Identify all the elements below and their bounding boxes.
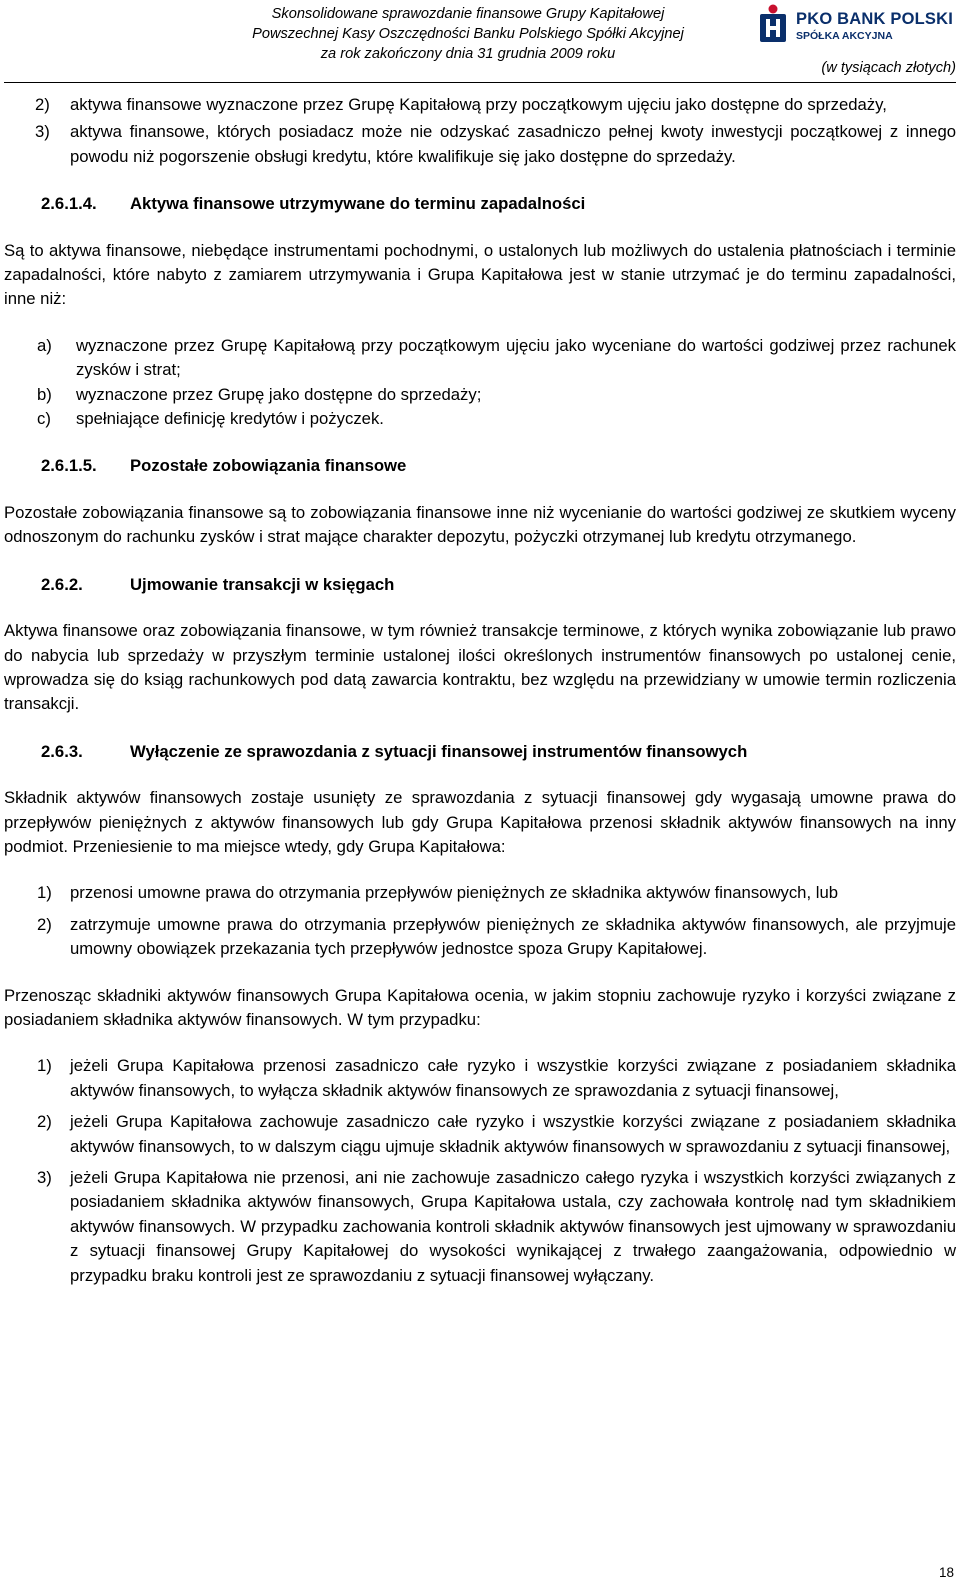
section-number: 2.6.1.4. <box>41 194 97 214</box>
section-heading <box>4 192 956 216</box>
list-item-text: przenosi umowne prawa do otrzymania przepływów pieniężnych ze składnika aktywów finansowych, lub <box>70 883 838 903</box>
list-item-text: aktywa finansowe, których posiadacz może nie odzyskać zasadniczo pełnej kwoty inwestycji początkowej z innego powodu niż pogorszenie obsługi kredytu, które kwalifikuje się jako dostępne do sprzedaży. <box>70 122 956 166</box>
list-item-number: 2) <box>37 914 52 934</box>
list-item-number: 1) <box>37 1056 52 1076</box>
list-item <box>4 93 956 117</box>
list-item <box>4 407 956 431</box>
list-item-text: spełniające definicję kredytów i pożyczek. <box>76 409 384 429</box>
section-number: 2.6.1.5. <box>41 456 97 476</box>
section-heading <box>4 740 956 764</box>
document-body <box>4 93 956 1288</box>
list-item-text: jeżeli Grupa Kapitałowa przenosi zasadniczo całe ryzyko i wszystkie korzyści związane z posiadaniem składnika aktywów finansowych, to wyłącza składnik aktywów finansowych ze sprawozdania z sytuacji finansowej, <box>70 1056 956 1100</box>
paragraph: Składnik aktywów finansowych zostaje usunięty ze sprawozdania z sytuacji finansowej gdy wygasają umowne prawa do przepływów pieniężnych z aktywów finansowych lub gdy Grupa Kapitałowa przenosi składnik aktywów finansowych na inny podmiot. Przeniesienie to ma miejsce wtedy, gdy Grupa Kapitałowa: <box>4 788 956 856</box>
list-item-number: c) <box>37 409 51 429</box>
report-title-line2: Powszechnej Kasy Oszczędności Banku Polskiego Spółki Akcyjnej <box>252 26 684 42</box>
page-number: 18 <box>938 1565 954 1580</box>
report-title-line1: Skonsolidowane sprawozdanie finansowe Grupy Kapitałowej <box>271 6 665 22</box>
list-item-text: jeżeli Grupa Kapitałowa nie przenosi, ani nie zachowuje zasadniczo całego ryzyka i wszystkich korzyści związanych z posiadaniem składnika aktywów finansowych, Grupa Kapitałowa ustala, czy zachowała kontrolę nad tym składnikiem aktywów finansowych. W przypadku zachowania kontroli składnik aktywów finansowych jest ujmowany w sprawozdaniu z sytuacji finansowej Grupy Kapitałowej do wysokości wynikającej z trwałego zaangażowania, odpowiednio w przypadku braku kontroli jest ze sprawozdaniu z sytuacji finansowej wyłączany. <box>70 1168 956 1285</box>
list-item <box>4 881 956 905</box>
paragraph: Pozostałe zobowiązania finansowe są to zobowiązania finansowe inne niż wycenianie do wartości godziwej ze skutkiem wyceny odnoszonym do rachunku zysków i strat mające charakter depozytu, pożyczki otrzymanej lub kredytu otrzymanego. <box>4 502 956 547</box>
list-item <box>4 383 956 407</box>
section-title: Pozostałe zobowiązania finansowe <box>130 456 407 476</box>
section-number: 2.6.3. <box>41 741 83 761</box>
section-heading <box>4 573 956 597</box>
section-title: Ujmowanie transakcji w księgach <box>130 574 395 594</box>
section-title: Wyłączenie ze sprawozdania z sytuacji finansowej instrumentów finansowych <box>130 741 748 761</box>
logo-name: PKO BANK POLSKI <box>796 10 954 28</box>
list-item-number: 3) <box>37 1168 52 1187</box>
list-item <box>4 1054 956 1103</box>
list-item <box>4 120 956 169</box>
paragraph: Aktywa finansowe oraz zobowiązania finansowe, w tym również transakcje terminowe, z których wynika zobowiązanie lub prawo do nabycia lub sprzedaży w przyszłym terminie ustalonej ilości określonych instrumentów finansowych po ustalonej cenie, wprowadza się do ksiąg rachunkowych pod datą zawarcia kontraktu, bez względu na przewidziany w umowie termin rozliczenia transakcji. <box>4 621 956 714</box>
units-note: (w tysiącach złotych) <box>821 60 956 76</box>
list-item <box>4 1110 956 1159</box>
list-item <box>4 913 956 962</box>
report-title <box>218 4 718 64</box>
report-title-line3: za rok zakończony dnia 31 grudnia 2009 roku <box>320 46 616 62</box>
list-item-number: b) <box>37 384 52 404</box>
header-divider <box>4 82 956 83</box>
list-item-number: 1) <box>37 883 52 903</box>
list-item-text: jeżeli Grupa Kapitałowa zachowuje zasadniczo całe ryzyko i wszystkie korzyści związane z posiadaniem składnika aktywów finansowych, to w dalszym ciągu ujmuje składnik aktywów finansowych w sprawozdaniu z sytuacji finansowej, <box>70 1112 956 1156</box>
paragraph: Przenosząc składniki aktywów finansowych Grupa Kapitałowa ocenia, w jakim stopniu zachowuje ryzyko i korzyści związane z posiadaniem składnika aktywów finansowych. W tym przypadku: <box>4 985 956 1029</box>
page-header <box>0 0 960 84</box>
list-item-text: aktywa finansowe wyznaczone przez Grupę Kapitałową przy początkowym ujęciu jako dostępne do sprzedaży, <box>70 95 887 114</box>
list-item-text: wyznaczone przez Grupę jako dostępne do sprzedaży; <box>76 384 482 404</box>
list-item <box>4 1166 956 1288</box>
bank-logo <box>756 4 956 44</box>
paragraph: Są to aktywa finansowe, niebędące instrumentami pochodnymi, o ustalonych lub możliwych do ustalenia płatnościach i terminie zapadalności, które nabyto z zamiarem utrzymywania i Grupa Kapitałowa jest w stanie utrzymać je do terminu zapadalności, inne niż: <box>4 240 956 309</box>
section-number: 2.6.2. <box>41 574 83 594</box>
pko-emblem-icon <box>760 4 786 42</box>
list-item-number: 3) <box>35 122 50 142</box>
section-title: Aktywa finansowe utrzymywane do terminu zapadalności <box>130 194 586 214</box>
list-item-text: zatrzymuje umowne prawa do otrzymania przepływów pieniężnych ze składnika aktywów finansowych, ale przyjmuje umowny obowiązek przekazania tych przepływów jednostce spoza Grupy Kapitałowej. <box>70 914 956 959</box>
logo-subtitle: SPÓŁKA AKCYJNA <box>796 30 893 42</box>
list-item <box>4 334 956 383</box>
list-item-number: 2) <box>35 95 50 114</box>
list-item-number: 2) <box>37 1112 52 1132</box>
section-heading <box>4 454 956 478</box>
list-item-number: a) <box>37 335 52 355</box>
list-item-text: wyznaczone przez Grupę Kapitałową przy początkowym ujęciu jako wyceniane do wartości godziwej przez rachunek zysków i strat; <box>76 335 956 380</box>
